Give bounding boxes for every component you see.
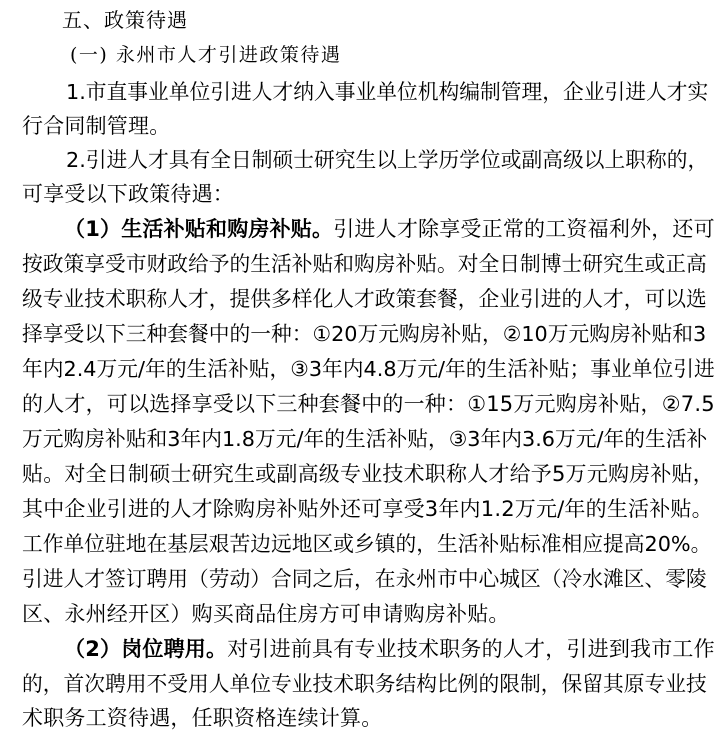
policy1-first-line — [64, 214, 715, 244]
policy1-line: 的人才，可以选择享受以下三种套餐中的一种：①15万元购房补贴，②7.5 — [22, 392, 715, 416]
item1-line1: 1.市直事业单位引进人才纳入事业单位机构编制管理，企业引进人才实 — [66, 80, 709, 104]
policy1-heading: （1）生活补贴和购房补贴。 — [64, 217, 334, 241]
section-title: 五、政策待遇 — [62, 8, 188, 32]
policy2-line: 的，首次聘用不受用人单位专业技术职务结构比例的限制，保留其原专业技 — [22, 672, 707, 696]
policy2-first-line — [64, 634, 715, 664]
policy1-line: 择享受以下三种套餐中的一种：①20万元购房补贴，②10万元购房补贴和3 — [22, 322, 707, 346]
item2-line2: 可享受以下政策待遇： — [22, 182, 234, 206]
subsection-title: (一) 永州市人才引进政策待遇 — [70, 44, 342, 66]
policy1-line: 贴。对全日制硕士研究生或副高级专业技术职称人才给予5万元购房补贴， — [22, 462, 714, 486]
policy1-line: 万元购房补贴和3年内1.8万元/年的生活补贴，③3年内3.6万元/年的生活补 — [22, 427, 708, 451]
policy2-line: 术职务工资待遇，任职资格连续计算。 — [22, 706, 383, 730]
policy1-line: 其中企业引进的人才除购房补贴外还可享受3年内1.2万元/年的生活补贴。 — [22, 497, 713, 521]
policy1-line: 引进人才签订聘用（劳动）合同之后，在永州市中心城区（冷水滩区、零陵 — [22, 567, 707, 591]
policy2-heading: （2）岗位聘用。 — [64, 637, 228, 661]
policy1-line1-rest: 引进人才除享受正常的工资福利外，还可 — [333, 217, 715, 241]
policy1-line: 工作单位驻地在基层艰苦边远地区或乡镇的，生活补贴标准相应提高20%。 — [22, 532, 712, 556]
policy1-line: 按政策享受市财政给予的生活补贴和购房补贴。对全日制博士研究生或正高 — [22, 252, 707, 276]
policy1-line: 年内2.4万元/年的生活补贴，③3年内4.8万元/年的生活补贴；事业单位引进 — [22, 357, 715, 381]
policy1-line: 级专业技术职称人才，提供多样化人才政策套餐，企业引进的人才，可以选 — [22, 287, 707, 311]
item1-line2: 行合同制管理。 — [22, 114, 171, 138]
policy2-line1-rest: 对引进前具有专业技术职务的人才，引进到我市工作 — [227, 637, 715, 661]
item2-line1: 2.引进人才具有全日制硕士研究生以上学历学位或副高级以上职称的， — [66, 148, 709, 172]
policy1-line: 区、永州经开区）购买商品住房方可申请购房补贴。 — [22, 602, 510, 626]
